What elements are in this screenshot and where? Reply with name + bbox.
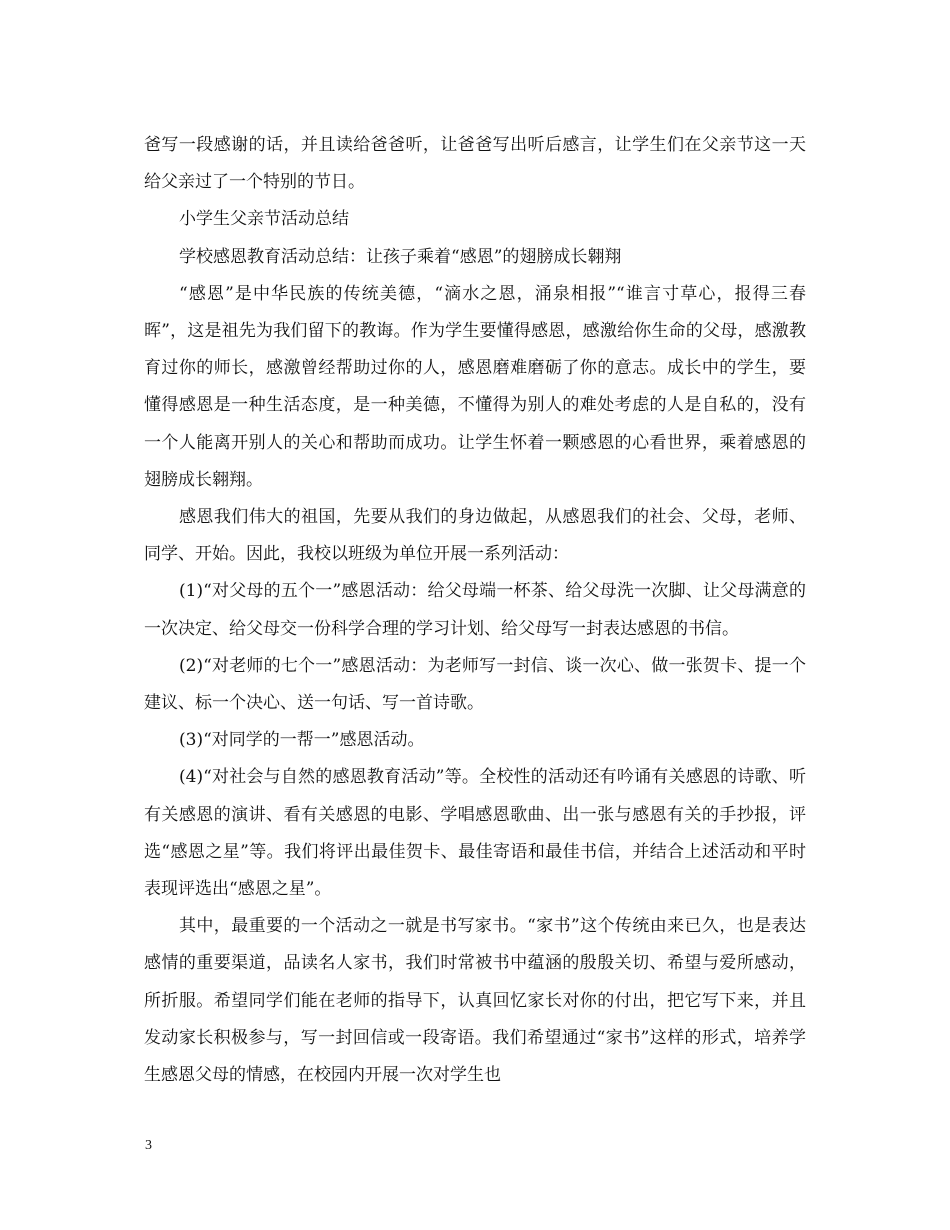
paragraph-3: 学校感恩教育活动总结：让孩子乘着“感恩”的翅膀成长翱翔 — [179, 246, 622, 267]
paragraph-1: 爸写一段感谢的话，并且读给爸爸听，让爸爸写出听后感言，让学生们在父亲节这一天给父亲过了一个特别的节日。 — [144, 135, 806, 193]
paragraph-5: 感恩我们伟大的祖国，先要从我们的身边做起，从感恩我们的社会、父母，老师、同学、开始。因此，我校以班级为单位开展一系列活动： — [144, 507, 806, 565]
page-number: 3 — [145, 1138, 152, 1153]
paragraph-10: 其中，最重要的一个活动之一就是书写家书。“家书”这个传统由来已久，也是表达感情的重要渠道，品读名人家书，我们时常被书中蕴涵的殷殷关切、希望与爱所感动，所折服。希望同学们能在老师的指导下，认真回忆家长对你的付出，把它写下来，并且发动家长积极参与，写一封回信或一段寄语。我们希望通过“家书”这样的形式，培养学生感恩父母的情感，在校园内开展一次对学生也 — [144, 916, 806, 1086]
document-body — [144, 127, 806, 1094]
paragraph-2: 小学生父亲节活动总结 — [179, 209, 349, 230]
paragraph-4: “感恩”是中华民族的传统美德，“滴水之恩，涌泉相报”“谁言寸草心，报得三春晖”，这是祖先为我们留下的教诲。作为学生要懂得感恩，感激给你生命的父母，感激教育过你的师长，感激曾经帮助过你的人，感恩磨难磨砺了你的意志。成长中的学生，要懂得感恩是一种生活态度，是一种美德，不懂得为别人的难处考虑的人是自私的，没有一个人能离开别人的关心和帮助而成功。让学生怀着一颗感恩的心看世界，乘着感恩的翅膀成长翱翔。 — [144, 283, 806, 490]
paragraph-7: (2)“对老师的七个一”感恩活动：为老师写一封信、谈一次心、做一张贺卡、提一个建议、标一个决心、送一句话、写一首诗歌。 — [144, 655, 806, 714]
paragraph-6: (1)“对父母的五个一”感恩活动：给父母端一杯茶、给父母洗一次脚、让父母满意的一次决定、给父母交一份科学合理的学习计划、给父母写一封表达感恩的书信。 — [144, 581, 806, 639]
paragraph-9: (4)“对社会与自然的感恩教育活动”等。全校性的活动还有吟诵有关感恩的诗歌、听有关感恩的演讲、看有关感恩的电影、学唱感恩歌曲、出一张与感恩有关的手抄报，评选“感恩之星”等。我们将评出最佳贺卡、最佳寄语和最佳书信，并结合上述活动和平时表现评选出“感恩之星”。 — [144, 767, 806, 900]
paragraph-8: (3)“对同学的一帮一”感恩活动。 — [179, 730, 425, 751]
